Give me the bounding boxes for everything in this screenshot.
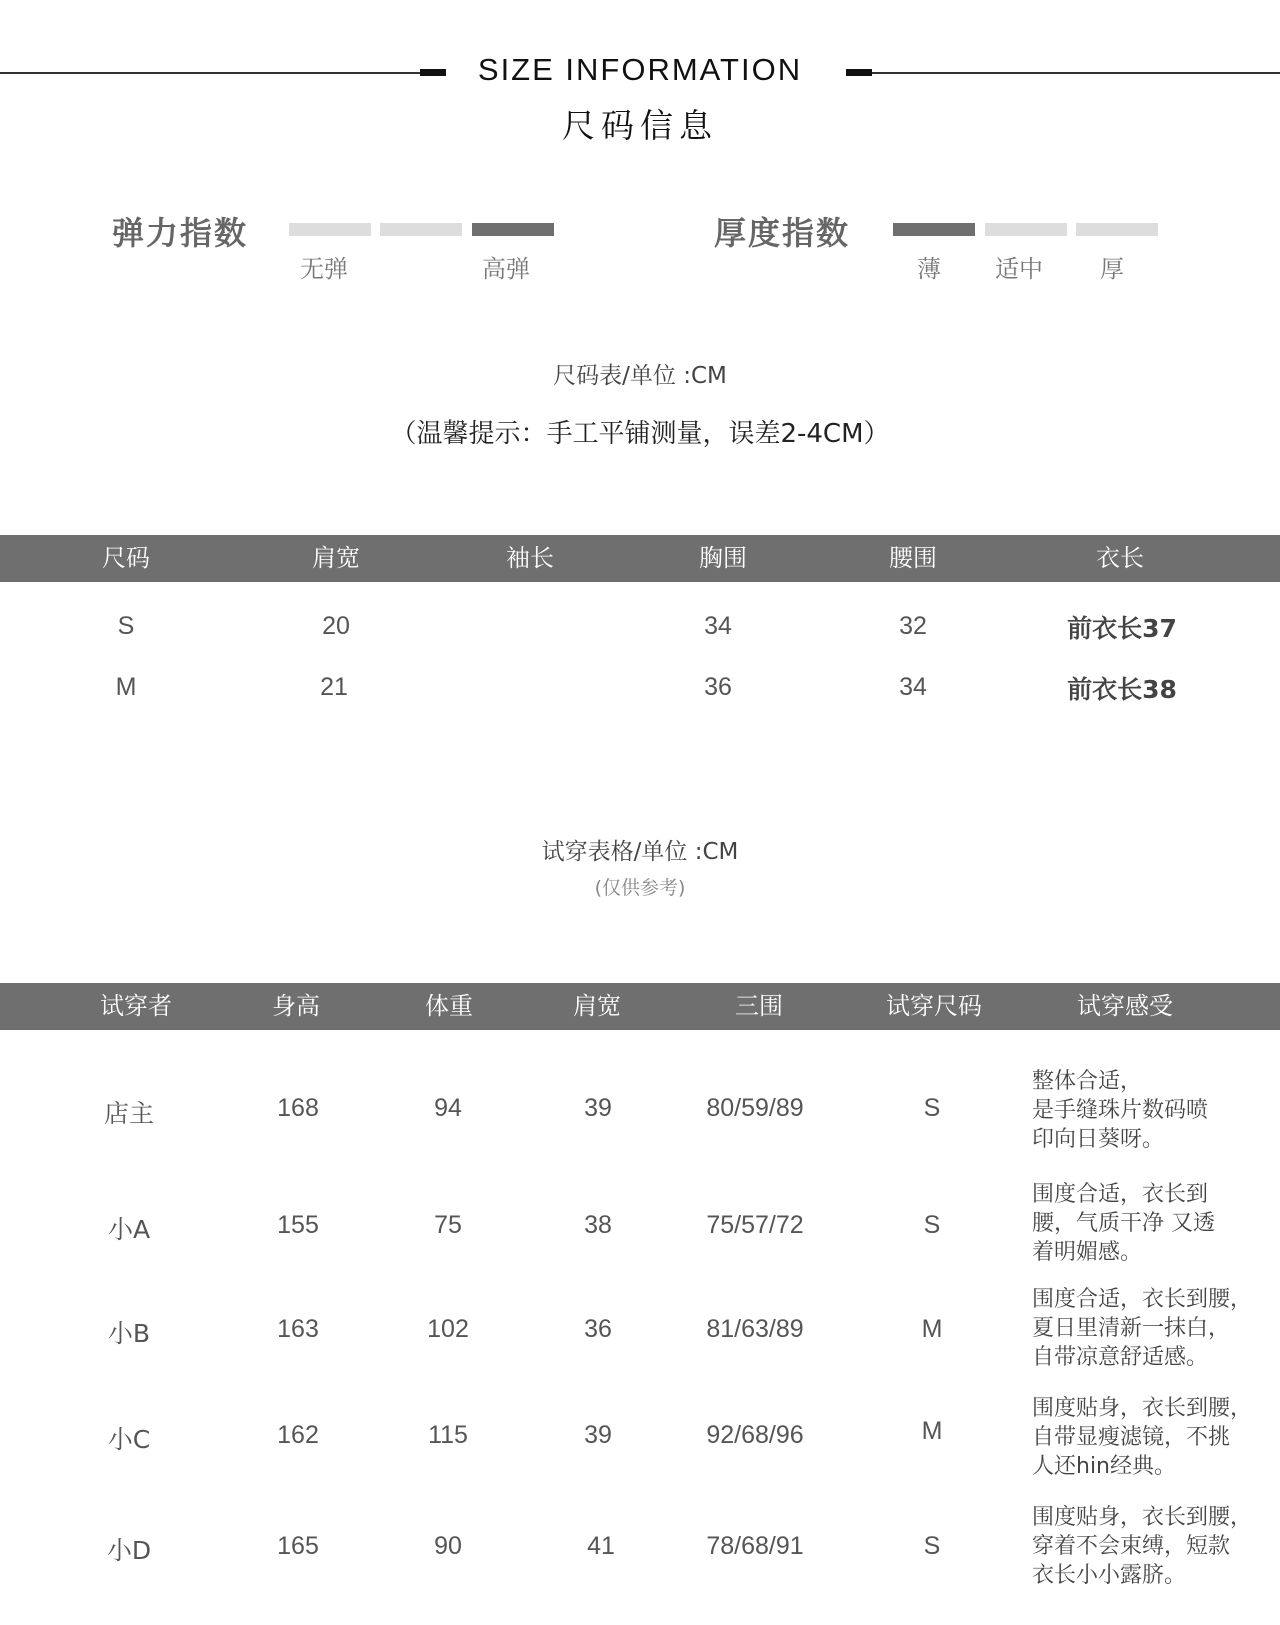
tryon-cell: 小B [107,1319,151,1348]
tryon-cell: 155 [277,1211,319,1239]
tryon-cell: 168 [277,1094,319,1122]
tryon-cell: 78/68/91 [706,1532,804,1560]
tryon-header-size: 试穿尺码 [886,992,982,1020]
size-cell: 20 [322,612,350,640]
tryon-cell: 75 [434,1211,462,1239]
thickness-bar-2 [985,223,1067,236]
tryon-cell: 90 [434,1532,462,1560]
tryon-feedback: 围度贴身，衣长到腰， 自带显瘦滤镜，不挑 人还hin经典。 [1032,1396,1253,1479]
tryon-header-model: 试穿者 [100,992,172,1020]
tryon-feedback: 围度贴身，衣长到腰， 穿着不会束缚，短款 衣长小小露脐。 [1032,1505,1253,1588]
tryon-cell: 102 [427,1315,469,1343]
tryon-cell: M [921,1417,943,1445]
size-cell: 21 [320,673,348,701]
tryon-header-measurements: 三围 [735,992,783,1020]
size-cell: 前衣长38 [1067,675,1177,704]
elasticity-caption-high: 高弹 [482,255,530,283]
tryon-cell: 39 [584,1094,612,1122]
thickness-bar-1 [893,223,975,236]
size-cell: 前衣长37 [1067,614,1177,643]
tryon-cell: 94 [434,1094,462,1122]
tryon-cell: 39 [584,1421,612,1449]
page-title-en: SIZE INFORMATION [477,52,803,87]
size-header-size: 尺码 [102,544,150,572]
size-header-length: 衣长 [1096,544,1144,572]
tryon-cell: 75/57/72 [706,1211,804,1239]
tryon-cell: S [923,1094,941,1122]
thickness-caption-thin: 薄 [917,255,941,283]
tryon-table-sub-note: (仅供参考) [594,877,686,899]
tryon-cell: S [923,1211,941,1239]
tryon-cell: 163 [277,1315,319,1343]
page-title-cn: 尺码信息 [562,106,718,145]
elasticity-label: 弹力指数 [112,214,249,252]
size-table-tip: （温馨提示：手工平铺测量，误差2-4CM） [390,419,890,449]
size-cell: 34 [899,673,927,701]
tryon-table-header [0,983,1280,1030]
tryon-header-feedback: 试穿感受 [1077,992,1173,1020]
size-cell: S [117,612,135,640]
thickness-caption-mid: 适中 [995,255,1043,283]
tryon-cell: 80/59/89 [706,1094,804,1122]
size-cell: 32 [899,612,927,640]
tryon-header-height: 身高 [272,992,320,1020]
tryon-cell: 小A [107,1215,151,1244]
tryon-header-weight: 体重 [425,992,473,1020]
elasticity-caption-low: 无弹 [300,255,348,283]
size-table-header [0,535,1280,582]
tryon-table-unit-note: 试穿表格/单位 :CM [541,839,739,865]
tryon-cell: 165 [277,1532,319,1560]
tryon-feedback: 围度合适，衣长到 腰，气质干净 又透 着明媚感。 [1032,1182,1215,1265]
tryon-cell: S [923,1532,941,1560]
tryon-cell: 小C [107,1425,151,1454]
tryon-cell: 36 [584,1315,612,1343]
elasticity-bar-2 [380,223,462,236]
tryon-cell: 41 [587,1532,615,1560]
size-header-chest: 胸围 [699,544,747,572]
tryon-cell: 店主 [103,1099,155,1128]
tryon-cell: 92/68/96 [706,1421,804,1449]
size-cell: 34 [704,612,732,640]
thickness-bar-3 [1076,223,1158,236]
thickness-caption-thick: 厚 [1100,255,1124,283]
tryon-cell: 162 [277,1421,319,1449]
tryon-feedback: 整体合适， 是手缝珠片数码喷 印向日葵呀。 [1032,1069,1209,1152]
tryon-cell: 小D [106,1536,152,1565]
size-header-sleeve: 袖长 [506,544,554,572]
tryon-cell: M [921,1315,943,1343]
size-cell: M [115,673,137,701]
size-header-shoulder: 肩宽 [312,544,360,572]
tryon-header-shoulder: 肩宽 [573,992,621,1020]
elasticity-bar-1 [289,223,371,236]
size-cell: 36 [704,673,732,701]
thickness-label: 厚度指数 [714,214,851,252]
tryon-cell: 81/63/89 [706,1315,804,1343]
size-table-unit-note: 尺码表/单位 :CM [553,363,727,389]
size-header-waist: 腰围 [889,544,937,572]
tryon-cell: 38 [584,1211,612,1239]
tryon-cell: 115 [428,1421,468,1449]
elasticity-bar-3 [472,223,554,236]
tryon-feedback: 围度合适，衣长到腰， 夏日里清新一抹白， 自带凉意舒适感。 [1032,1287,1253,1370]
